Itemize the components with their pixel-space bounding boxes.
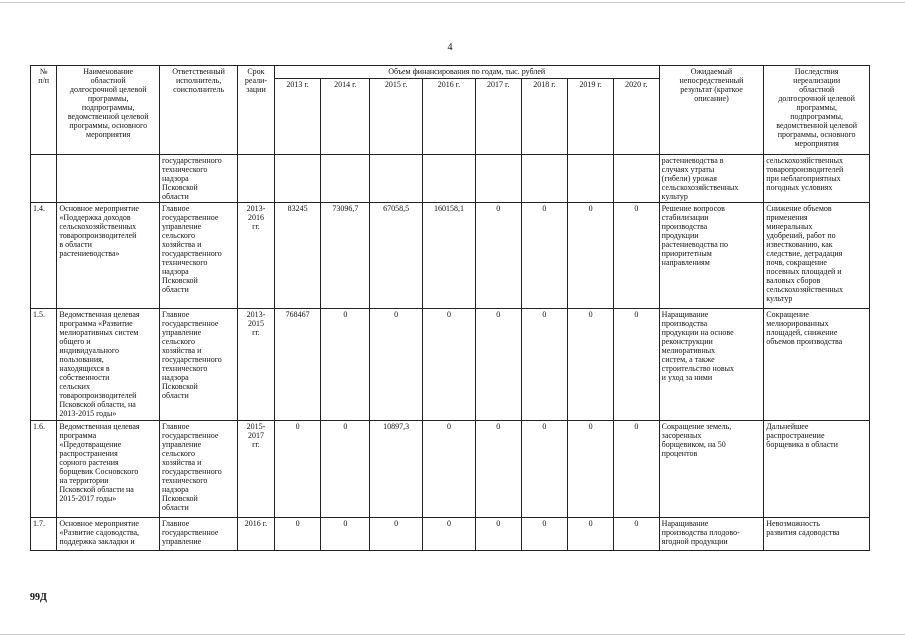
cell-executor: Главное государственное управление сельского хозяйства и государственного технического надзора Псковской области	[159, 309, 237, 421]
cell-value: 0	[321, 518, 370, 551]
cell-value: 0	[475, 518, 521, 551]
cell-consequences: Невозможность развития садоводства	[764, 518, 870, 551]
cell-value: 0	[613, 421, 659, 518]
cell-consequences: Сокращение мелиорированных площадей, снижение объемов производства	[764, 309, 870, 421]
cell-name: Ведомственная целевая программа «Развитие мелиоративных систем общего и индивидуального пользования, находящихся в собственности сельских товаропроизводителей Псковской области, на 2013-2015 годы»	[57, 309, 160, 421]
cell-result: Решение вопросов стабилизации производства продукции растениеводства по приоритетным направлениям	[659, 203, 764, 309]
cell-value	[521, 155, 568, 203]
scan-edge-bottom	[0, 634, 905, 635]
cell-value: 0	[568, 421, 614, 518]
cell-name: Ведомственная целевая программа «Предотвращение распространения сорного растения борщевик Сосновского на территории Псковской области на 2015-2017 годы»	[57, 421, 160, 518]
header-year: 2015 г.	[370, 79, 423, 155]
cell-num: 1.4.	[31, 203, 57, 309]
cell-value	[568, 155, 614, 203]
cell-value: 67058,5	[370, 203, 423, 309]
cell-value: 768467	[274, 309, 321, 421]
cell-term: 2013- 2016 гг.	[238, 203, 275, 309]
table-row	[31, 518, 870, 551]
cell-executor: государственного технического надзора Псковской области	[159, 155, 237, 203]
cell-consequences: сельскохозяйственных товаропроизводителей при неблагоприятных погодных условиях	[764, 155, 870, 203]
cell-consequences: Снижение объемов применения минеральных удобрений, работ по известкованию, как следствие, деградация почв, сокращение посевных площадей и валовых сборов сельскохозяйственных культур	[764, 203, 870, 309]
cell-value: 0	[613, 309, 659, 421]
cell-value: 0	[521, 309, 568, 421]
cell-value: 0	[370, 309, 423, 421]
cell-value	[321, 155, 370, 203]
cell-term: 2013- 2015 гг.	[238, 309, 275, 421]
header-year: 2018 г.	[521, 79, 568, 155]
cell-value: 0	[613, 203, 659, 309]
header-term: Срок реали- зации	[238, 66, 275, 155]
table-row	[31, 203, 870, 309]
cell-value: 0	[321, 421, 370, 518]
cell-name: Основное мероприятие «Развитие садоводства, поддержка закладки и	[57, 518, 160, 551]
cell-value: 0	[274, 518, 321, 551]
cell-value: 0	[568, 518, 614, 551]
cell-result: растениеводства в случаях утраты (гибели) урожая сельскохозяйственных культур	[659, 155, 764, 203]
cell-result: Наращивание производства продукции на основе реконструкции мелиоративных систем, а также строительство новых и уход за ними	[659, 309, 764, 421]
cell-value: 0	[274, 421, 321, 518]
cell-value: 0	[568, 309, 614, 421]
header-year: 2017 г.	[475, 79, 521, 155]
cell-value: 0	[475, 421, 521, 518]
cell-executor: Главное государственное управление сельского хозяйства и государственного технического надзора Псковской области	[159, 421, 237, 518]
cell-num	[31, 155, 57, 203]
cell-value: 0	[521, 518, 568, 551]
cell-value: 0	[613, 518, 659, 551]
header-year: 2016 г.	[423, 79, 476, 155]
cell-value: 0	[475, 309, 521, 421]
cell-value: 0	[475, 203, 521, 309]
cell-value	[475, 155, 521, 203]
cell-term	[238, 155, 275, 203]
table-row-continuation	[31, 155, 870, 203]
cell-value: 0	[521, 421, 568, 518]
cell-value: 0	[321, 309, 370, 421]
header-num: № п/п	[31, 66, 57, 155]
header-executor: Ответственный исполнитель, соисполнитель	[159, 66, 237, 155]
cell-consequences: Дальнейшее распространение борщевика в области	[764, 421, 870, 518]
header-consequences: Последствия нереализации областной долгосрочной целевой программы, подпрограммы, ведомственной целевой программы, основного мероприятия	[764, 66, 870, 155]
cell-num: 1.6.	[31, 421, 57, 518]
header-year: 2019 г.	[568, 79, 614, 155]
cell-executor: Главное государственное управление сельского хозяйства и государственного технического надзора Псковской области	[159, 203, 237, 309]
funding-table	[30, 65, 870, 551]
cell-value	[370, 155, 423, 203]
page-cut-mask	[30, 582, 871, 602]
cell-value: 10897,3	[370, 421, 423, 518]
footer-code: 99Д	[30, 592, 47, 603]
cell-value: 0	[370, 518, 423, 551]
cell-term: 2015- 2017 гг.	[238, 421, 275, 518]
table-row	[31, 421, 870, 518]
cell-value	[423, 155, 476, 203]
cell-name	[57, 155, 160, 203]
cell-value: 160158,1	[423, 203, 476, 309]
cell-value: 83245	[274, 203, 321, 309]
header-funding: Объем финансирования по годам, тыс. рублей	[274, 66, 659, 79]
cell-value: 0	[423, 309, 476, 421]
header-year: 2014 г.	[321, 79, 370, 155]
cell-num: 1.5.	[31, 309, 57, 421]
table-header	[31, 66, 870, 155]
cell-num: 1.7.	[31, 518, 57, 551]
header-name: Наименование областной долгосрочной целевой программы, подпрограммы, ведомственной целевой программы, основного мероприятия	[57, 66, 160, 155]
cell-result: Наращивание производства плодово- ягодной продукции	[659, 518, 764, 551]
cell-value: 0	[423, 518, 476, 551]
scan-edge-top	[0, 2, 905, 3]
cell-value: 0	[423, 421, 476, 518]
cell-executor: Главное государственное управление	[159, 518, 237, 551]
header-result: Ожидаемый непосредственный результат (краткое описание)	[659, 66, 764, 155]
header-year: 2020 г.	[613, 79, 659, 155]
cell-value	[274, 155, 321, 203]
cell-value: 0	[521, 203, 568, 309]
table-row	[31, 309, 870, 421]
cell-value: 73096,7	[321, 203, 370, 309]
cell-result: Сокращение земель, засоренных борщевиком, на 50 процентов	[659, 421, 764, 518]
cell-value	[613, 155, 659, 203]
page-number: 4	[447, 42, 453, 53]
cell-term: 2016 г.	[238, 518, 275, 551]
header-year: 2013 г.	[274, 79, 321, 155]
cell-name: Основное мероприятие «Поддержка доходов сельскохозяйственных товаропроизводителей в области растениеводства»	[57, 203, 160, 309]
cell-value: 0	[568, 203, 614, 309]
